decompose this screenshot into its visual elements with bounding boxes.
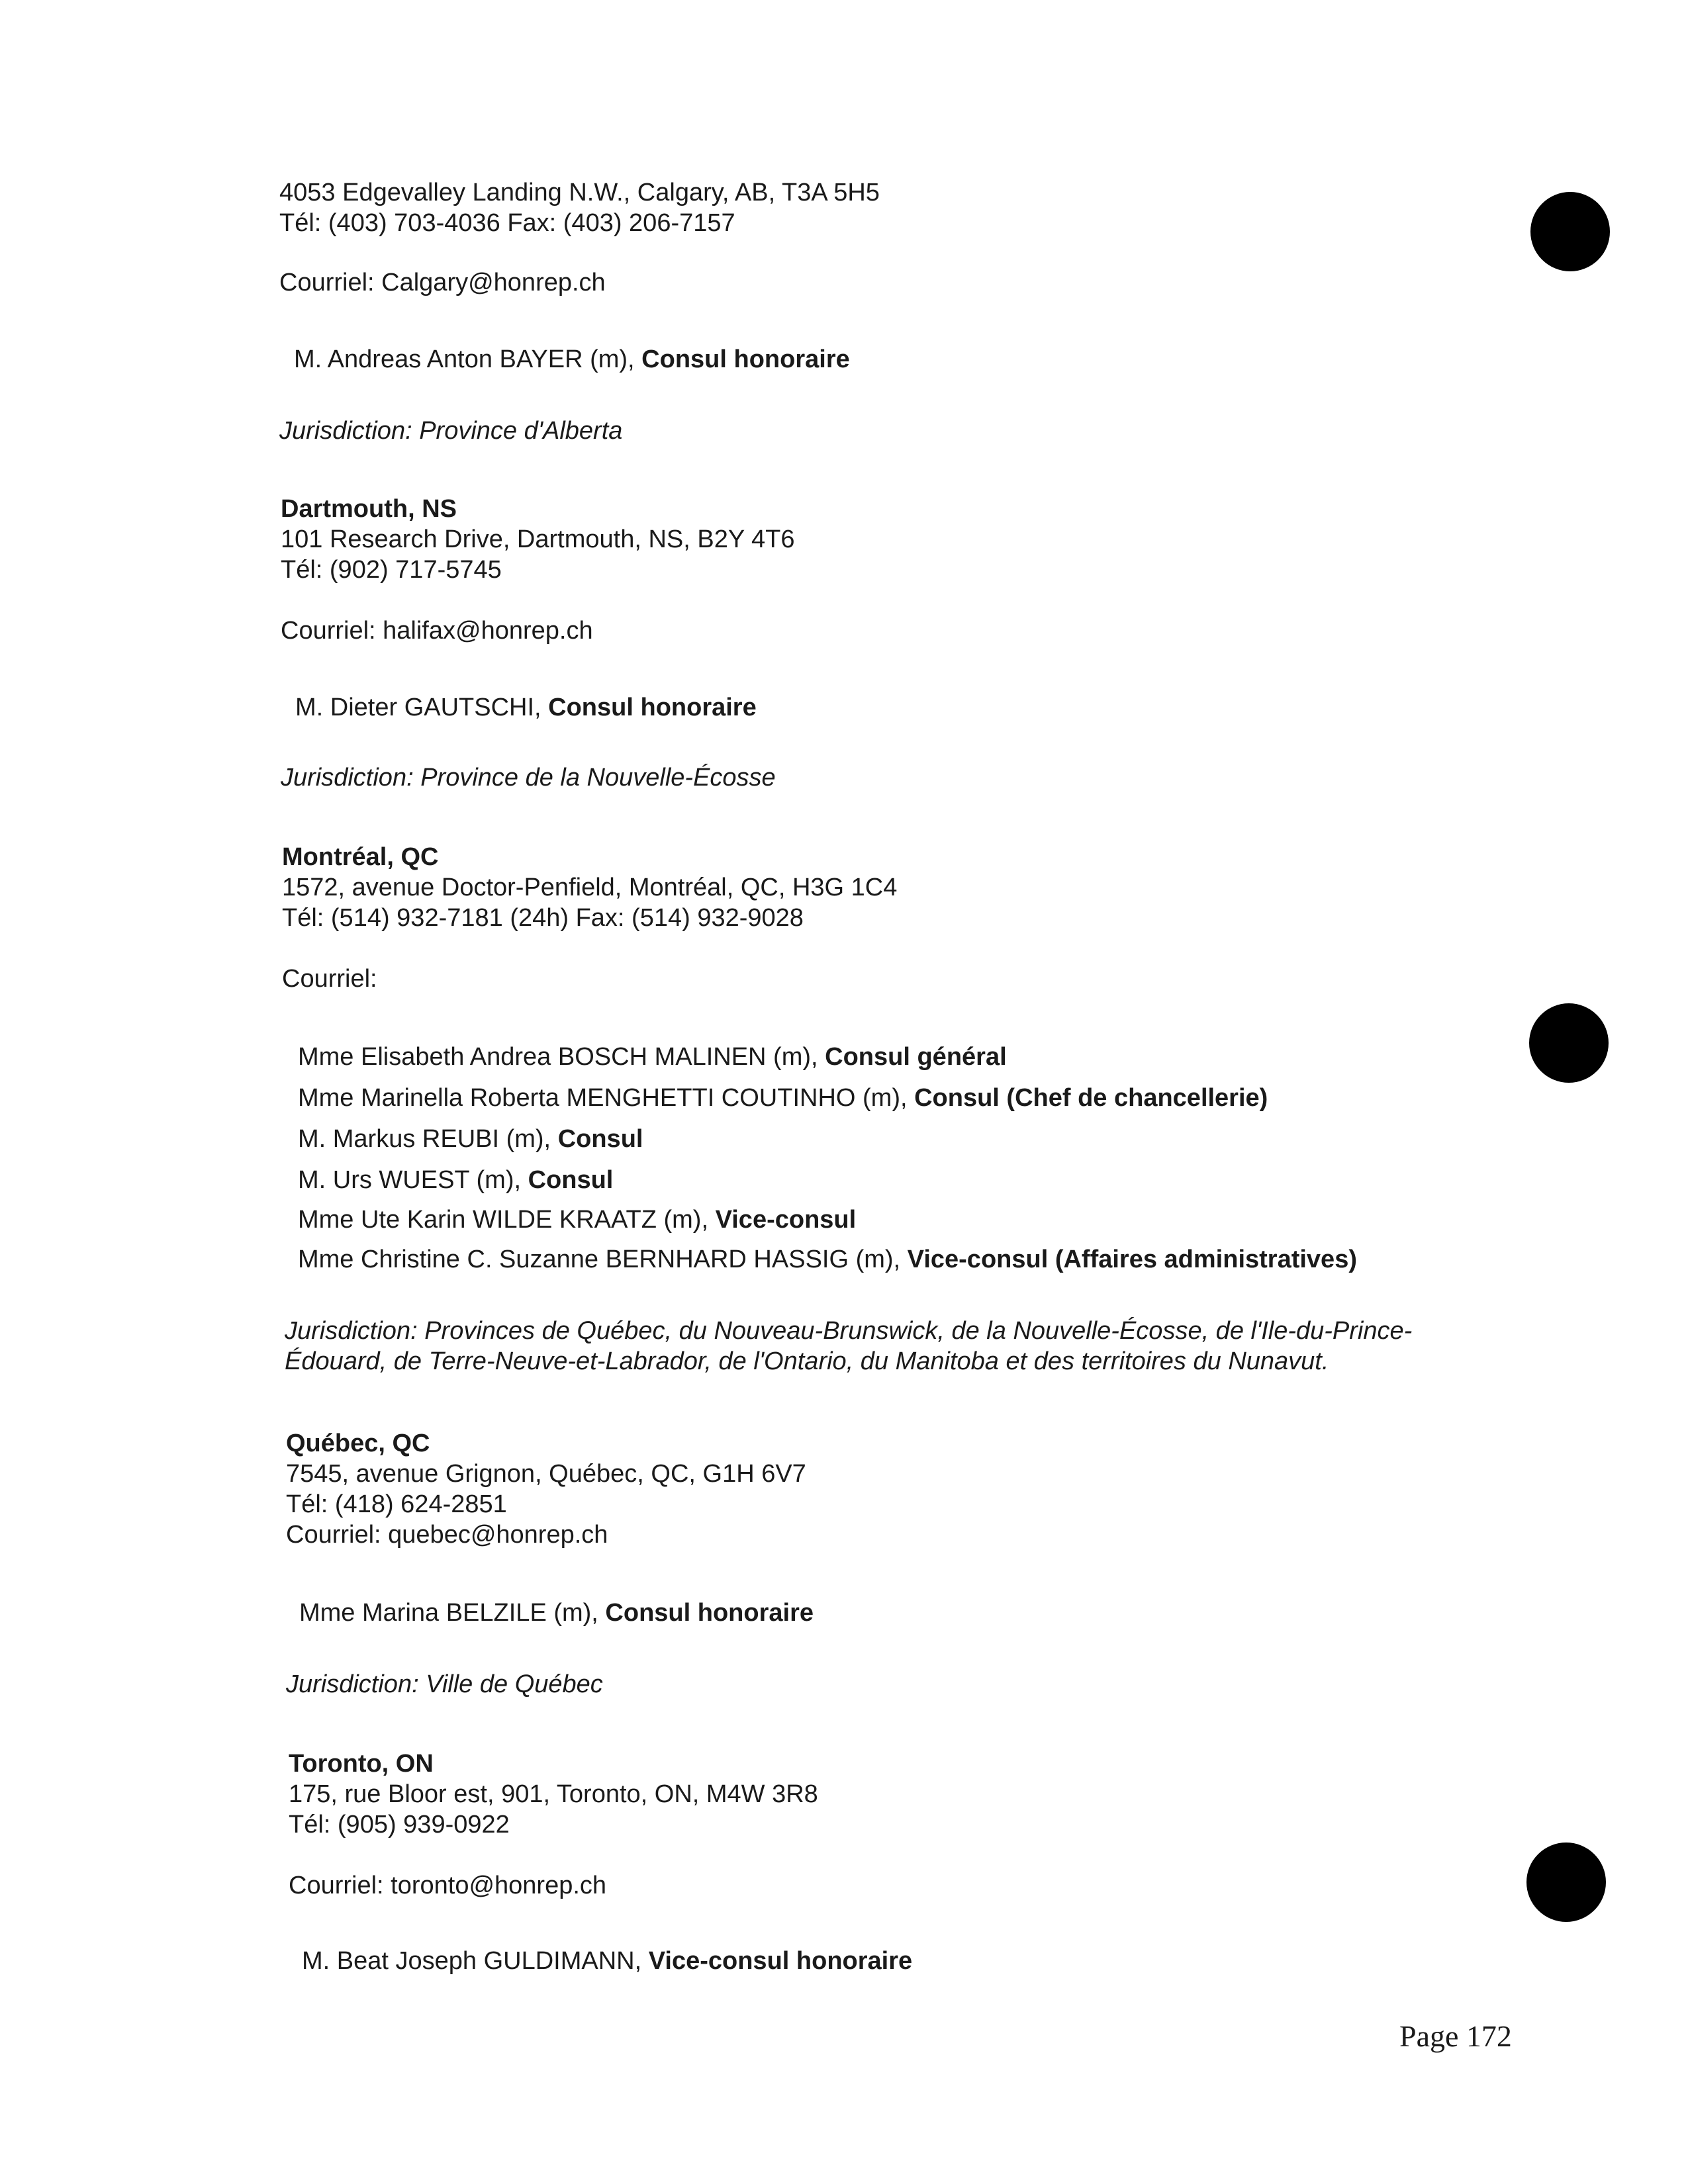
montreal-staff-entry xyxy=(298,1083,1268,1113)
staff-title: Vice-consul (Affaires administratives) xyxy=(907,1246,1357,1273)
staff-name: M. Dieter GAUTSCHI, xyxy=(295,694,549,721)
montreal-staff-entry xyxy=(298,1165,613,1195)
punch-hole xyxy=(1530,192,1610,271)
toronto-address: 175, rue Bloor est, 901, Toronto, ON, M4W 3R8 xyxy=(289,1780,818,1808)
quebec-email: Courriel: quebec@honrep.ch xyxy=(286,1521,608,1549)
staff-title: Consul xyxy=(528,1166,614,1194)
montreal-jurisdiction-line-1: Jurisdiction: Provinces de Québec, du Nouveau-Brunswick, de la Nouvelle-Écosse, de l'Ile-du-Prince- xyxy=(285,1317,1413,1345)
staff-title: Consul xyxy=(557,1125,643,1153)
staff-title: Vice-consul xyxy=(715,1206,857,1234)
montreal-staff-entry xyxy=(298,1124,643,1154)
quebec-jurisdiction: Jurisdiction: Ville de Québec xyxy=(286,1670,603,1698)
punch-hole xyxy=(1529,1003,1609,1083)
montreal-phone: Tél: (514) 932-7181 (24h) Fax: (514) 932-9028 xyxy=(282,904,804,932)
montreal-staff-entry xyxy=(298,1042,1007,1072)
montreal-address: 1572, avenue Doctor-Penfield, Montréal, QC, H3G 1C4 xyxy=(282,874,898,901)
staff-name: Mme Ute Karin WILDE KRAATZ (m), xyxy=(298,1206,716,1234)
montreal-jurisdiction-line-2: Édouard, de Terre-Neuve-et-Labrador, de l'Ontario, du Manitoba et des territoires du Nunavut. xyxy=(285,1347,1329,1375)
staff-name: M. Andreas Anton BAYER (m), xyxy=(294,345,642,373)
staff-title: Consul (Chef de chancellerie) xyxy=(914,1084,1268,1112)
staff-name: M. Markus REUBI (m), xyxy=(298,1125,558,1153)
calgary-jurisdiction: Jurisdiction: Province d'Alberta xyxy=(279,417,623,445)
staff-name: M. Beat Joseph GULDIMANN, xyxy=(302,1947,649,1975)
quebec-staff-entry xyxy=(299,1598,814,1628)
calgary-phone: Tél: (403) 703-4036 Fax: (403) 206-7157 xyxy=(279,209,735,237)
calgary-address: 4053 Edgevalley Landing N.W., Calgary, AB, T3A 5H5 xyxy=(279,179,880,206)
montreal-heading: Montréal, QC xyxy=(282,843,439,871)
staff-name: M. Urs WUEST (m), xyxy=(298,1166,528,1194)
dartmouth-jurisdiction: Jurisdiction: Province de la Nouvelle-Écosse xyxy=(281,764,776,792)
dartmouth-phone: Tél: (902) 717-5745 xyxy=(281,556,502,584)
toronto-staff-entry xyxy=(302,1946,912,1976)
toronto-heading: Toronto, ON xyxy=(289,1750,434,1778)
staff-name: Mme Christine C. Suzanne BERNHARD HASSIG (m), xyxy=(298,1246,908,1273)
dartmouth-staff-entry xyxy=(295,692,757,723)
montreal-email: Courriel: xyxy=(282,965,377,993)
staff-title: Vice-consul honoraire xyxy=(648,1947,913,1975)
dartmouth-heading: Dartmouth, NS xyxy=(281,495,457,523)
quebec-address: 7545, avenue Grignon, Québec, QC, G1H 6V7 xyxy=(286,1460,806,1488)
quebec-heading: Québec, QC xyxy=(286,1430,430,1457)
staff-title: Consul honoraire xyxy=(548,694,757,721)
staff-title: Consul honoraire xyxy=(605,1599,814,1627)
page-number: Page 172 xyxy=(1399,2019,1512,2053)
staff-title: Consul honoraire xyxy=(641,345,850,373)
calgary-staff-entry xyxy=(294,344,850,375)
calgary-email: Courriel: Calgary@honrep.ch xyxy=(279,269,606,296)
staff-title: Consul général xyxy=(825,1043,1007,1071)
staff-name: Mme Elisabeth Andrea BOSCH MALINEN (m), xyxy=(298,1043,825,1071)
montreal-staff-entry xyxy=(298,1244,1357,1275)
punch-hole xyxy=(1526,1843,1606,1922)
montreal-staff-entry xyxy=(298,1205,856,1235)
dartmouth-email: Courriel: halifax@honrep.ch xyxy=(281,617,593,645)
quebec-phone: Tél: (418) 624-2851 xyxy=(286,1490,507,1518)
staff-name: Mme Marinella Roberta MENGHETTI COUTINHO (m), xyxy=(298,1084,915,1112)
toronto-email: Courriel: toronto@honrep.ch xyxy=(289,1872,607,1899)
staff-name: Mme Marina BELZILE (m), xyxy=(299,1599,606,1627)
dartmouth-address: 101 Research Drive, Dartmouth, NS, B2Y 4T6 xyxy=(281,525,795,553)
toronto-phone: Tél: (905) 939-0922 xyxy=(289,1811,510,1839)
